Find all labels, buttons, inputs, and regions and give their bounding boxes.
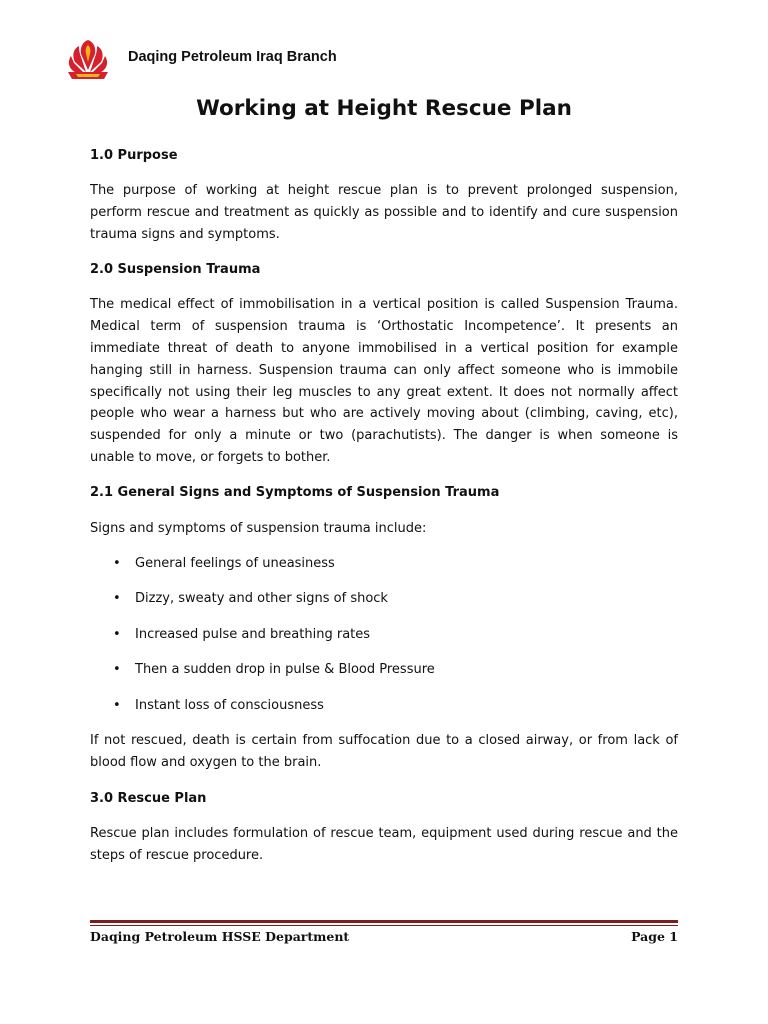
bullet-icon: • xyxy=(113,591,121,607)
document-body xyxy=(90,145,678,880)
rescue-heading: 3.0 Rescue Plan xyxy=(90,790,207,806)
bullet-icon: • xyxy=(113,697,121,713)
page-title: Working at Height Rescue Plan xyxy=(196,96,572,121)
signs-after: If not rescued, death is certain from suffocation due to a closed airway, or from lack of blood flow and oxygen to the brain. xyxy=(90,733,678,771)
footer-rule xyxy=(90,920,678,926)
list-item: • Dizzy, sweaty and other signs of shock xyxy=(90,588,678,624)
list-item: • Instant loss of consciousness xyxy=(90,695,678,731)
symptoms-list xyxy=(90,553,678,731)
page-footer xyxy=(90,927,678,947)
trauma-text: The medical effect of immobilisation in a vertical position is called Suspension Trauma. Medical term of suspension trauma is ‘Orthostatic Incompetence’. It presents an immediate threat of death to anyone immobilised in a vertical position for example hanging still in harness. Suspension trauma can only affect someone who is immobile specifically not using their leg muscles to any great extent. It does not normally affect people who wear a harness but who are actively moving about (climbing, caving, etc), suspended for only a minute or two (parachutists). The danger is when someone is unable to move, or forgets to bother. xyxy=(90,297,678,466)
purpose-text: The purpose of working at height rescue plan is to prevent prolonged suspension, perform rescue and treatment as quickly as possible and to identify and cure suspension trauma signs and symptoms. xyxy=(90,183,678,242)
bullet-icon: • xyxy=(113,662,121,678)
signs-intro: Signs and symptoms of suspension trauma include: xyxy=(90,520,427,536)
bullet-icon: • xyxy=(113,555,121,571)
trauma-heading: 2.0 Suspension Trauma xyxy=(90,262,261,278)
page-number: Page 1 xyxy=(631,929,678,944)
page-header xyxy=(64,34,337,80)
footer-department: Daqing Petroleum HSSE Department xyxy=(90,929,350,944)
purpose-heading: 1.0 Purpose xyxy=(90,148,178,163)
footer-rule-thin xyxy=(90,925,678,926)
signs-heading: 2.1 General Signs and Symptoms of Suspension Trauma xyxy=(90,485,500,501)
list-item: • Then a sudden drop in pulse & Blood Pressure xyxy=(90,659,678,695)
org-name: Daqing Petroleum Iraq Branch xyxy=(128,49,337,65)
footer-rule-thick xyxy=(90,920,678,923)
bullet-icon: • xyxy=(113,626,121,642)
rescue-text: Rescue plan includes formulation of rescue team, equipment used during rescue and the steps of rescue procedure. xyxy=(90,825,678,863)
list-item: • Increased pulse and breathing rates xyxy=(90,624,678,660)
company-logo-icon xyxy=(64,34,112,80)
list-item: • General feelings of uneasiness xyxy=(90,553,678,589)
